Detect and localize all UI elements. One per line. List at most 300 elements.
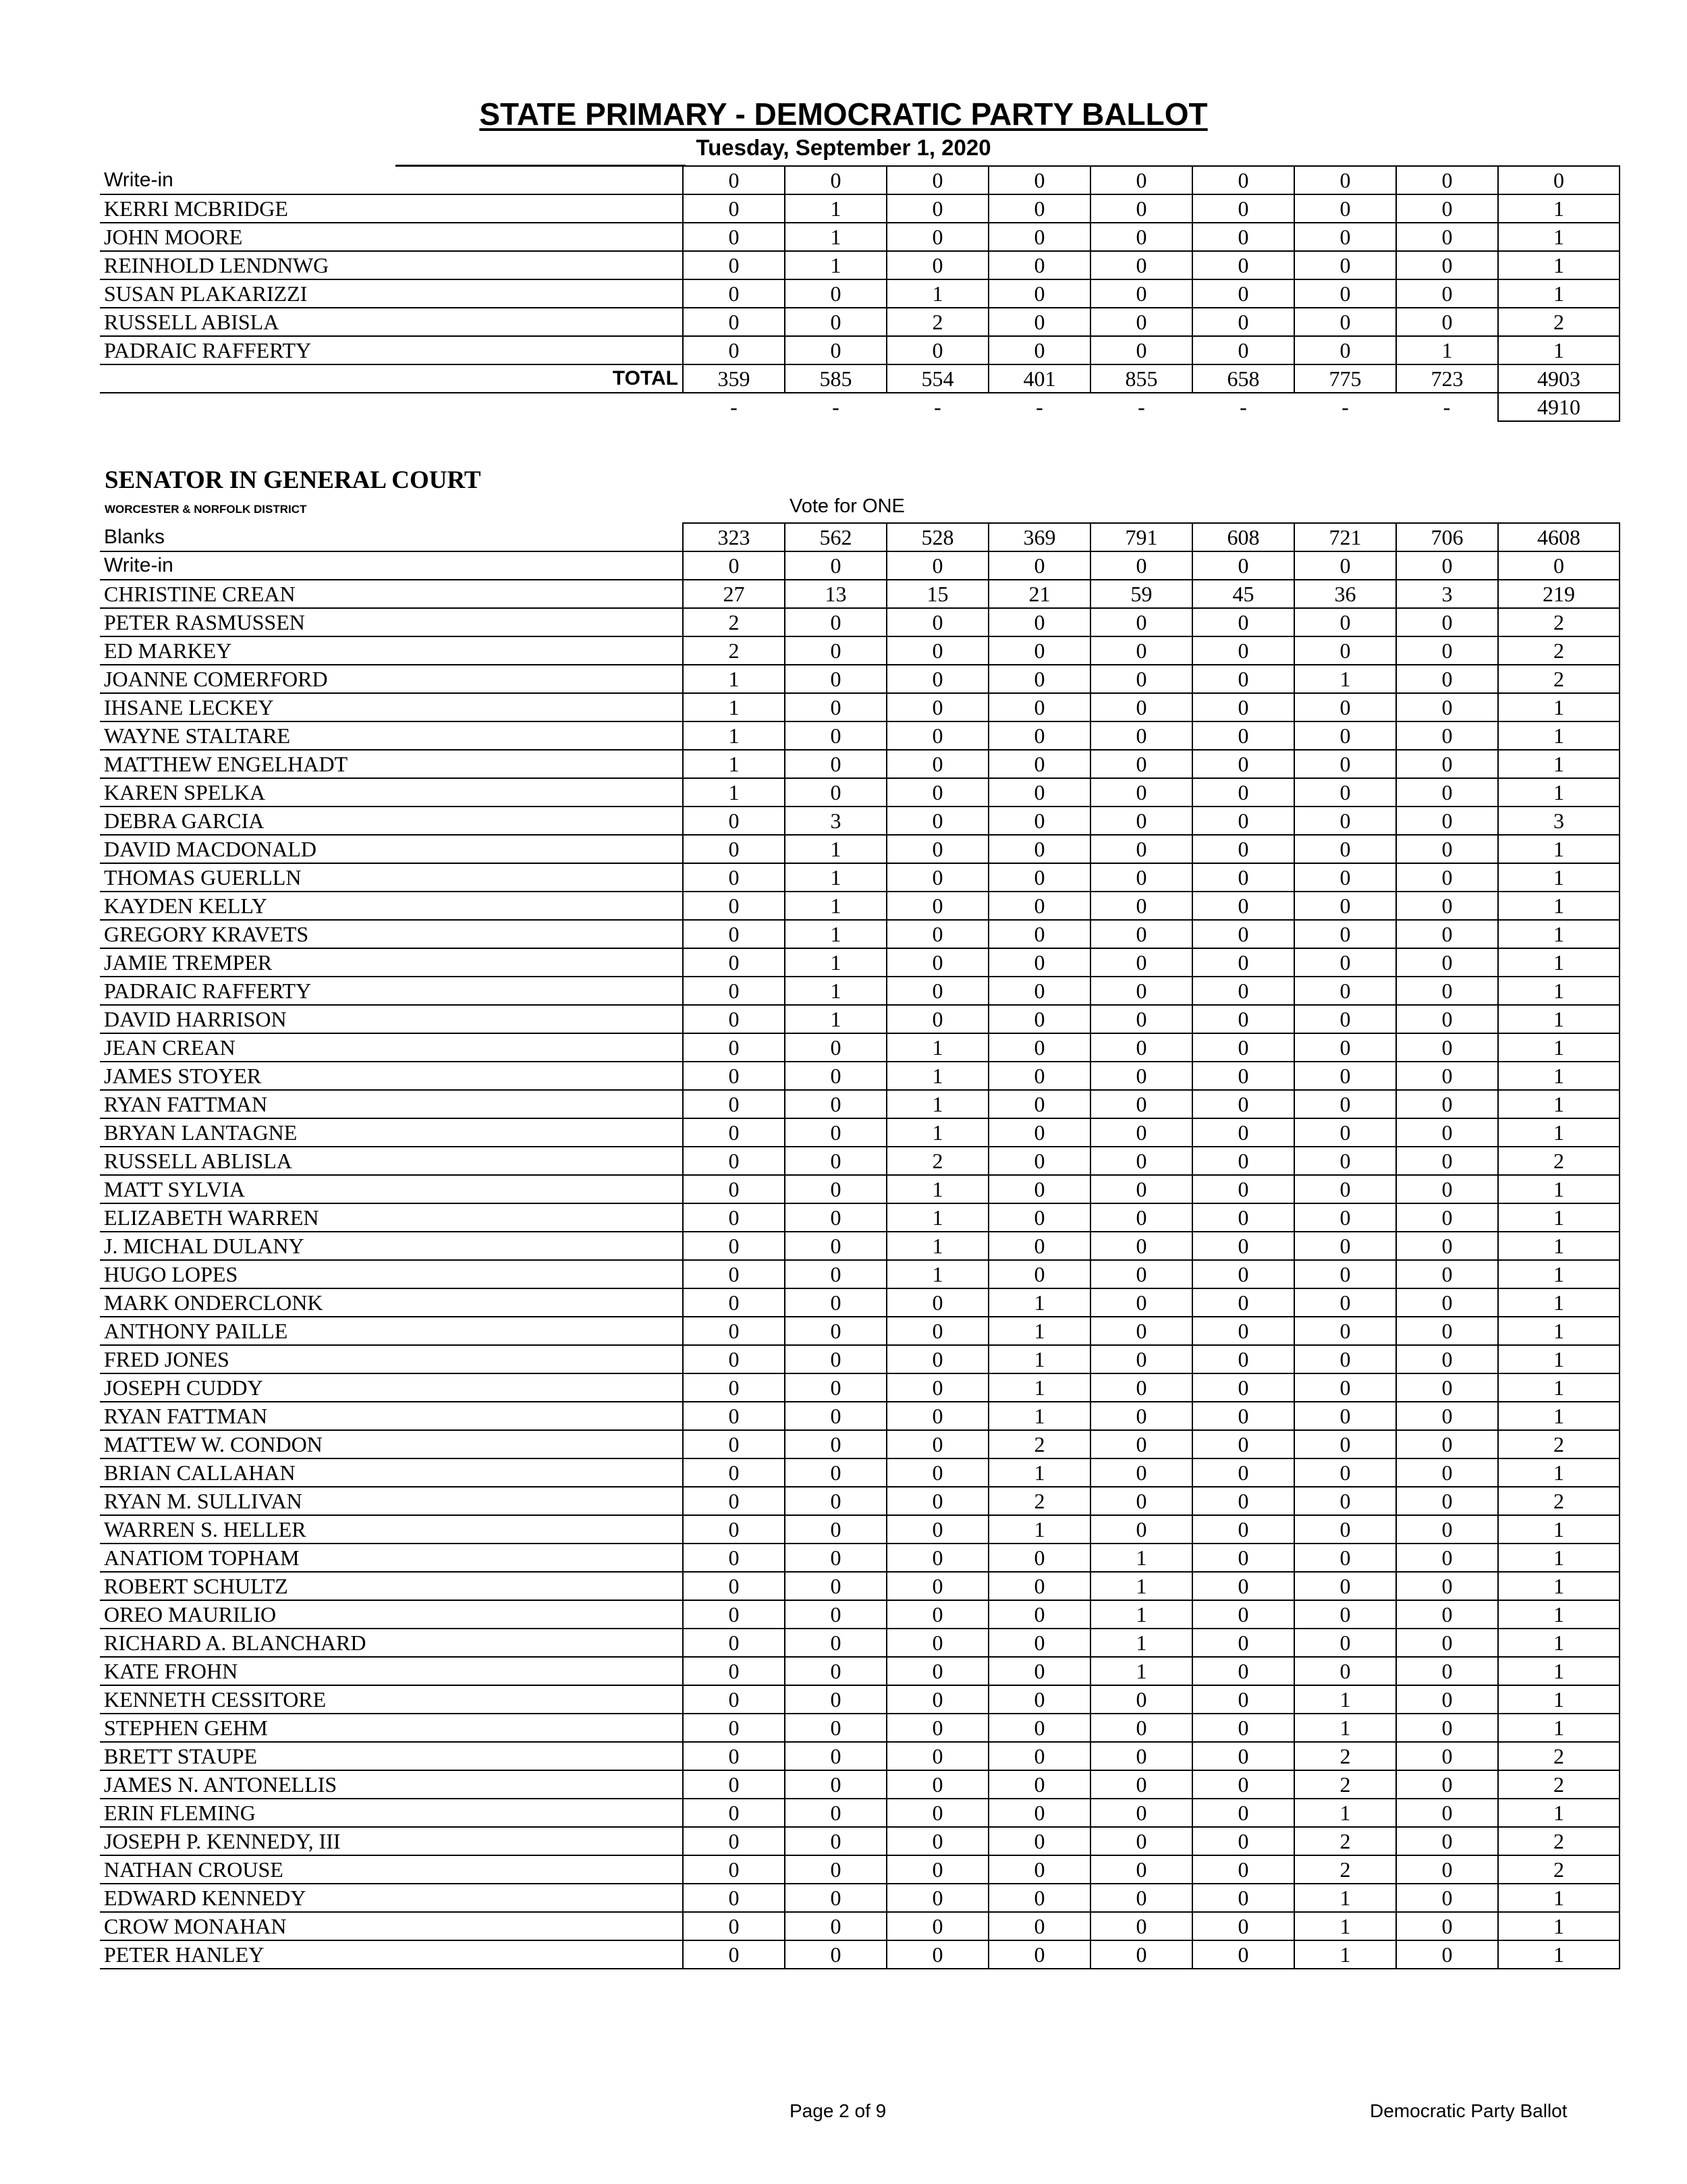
vote-count-cell: 0 <box>785 1544 887 1572</box>
row-total-cell: 1 <box>1498 1090 1620 1118</box>
vote-count-cell: 0 <box>1192 1402 1294 1430</box>
total-cell: 401 <box>989 364 1090 393</box>
table-row <box>100 920 1620 948</box>
vote-count-cell: 0 <box>785 1770 887 1799</box>
vote-count-cell: 0 <box>1396 1572 1498 1600</box>
vote-count-cell: 0 <box>1090 807 1192 835</box>
vote-count-cell: 0 <box>1192 1345 1294 1373</box>
vote-count-cell: 0 <box>1396 1118 1498 1147</box>
vote-count-cell: 0 <box>1192 1232 1294 1260</box>
row-total-cell: 1 <box>1498 1373 1620 1402</box>
vote-count-cell: 0 <box>989 251 1090 279</box>
vote-count-cell: 0 <box>785 336 887 364</box>
vote-count-cell: 0 <box>887 1373 989 1402</box>
row-total-cell: 4608 <box>1498 523 1620 551</box>
candidate-name: PADRAIC RAFFERTY <box>100 977 683 1005</box>
candidate-name: KERRI MCBRIDGE <box>100 194 683 223</box>
vote-count-cell: 0 <box>785 1742 887 1770</box>
vote-count-cell: 0 <box>1090 1742 1192 1770</box>
vote-count-cell: 0 <box>1294 1657 1396 1685</box>
row-total-cell: 2 <box>1498 1742 1620 1770</box>
vote-count-cell: 0 <box>1090 636 1192 665</box>
vote-count-cell: 0 <box>1294 1515 1396 1544</box>
vote-count-cell: 0 <box>785 1232 887 1260</box>
row-total-cell: 1 <box>1498 1175 1620 1203</box>
candidate-name: Blanks <box>100 523 683 551</box>
vote-count-cell: 1 <box>887 1175 989 1203</box>
table-row <box>100 1147 1620 1175</box>
vote-count-cell: 0 <box>1090 750 1192 778</box>
vote-count-cell: 3 <box>1396 580 1498 608</box>
vote-count-cell: 0 <box>1090 1685 1192 1714</box>
vote-count-cell: 1 <box>887 1090 989 1118</box>
vote-count-cell: 0 <box>1396 1770 1498 1799</box>
vote-count-cell: 721 <box>1294 523 1396 551</box>
candidate-name: JOANNE COMERFORD <box>100 665 683 693</box>
vote-count-cell: 0 <box>1090 1799 1192 1827</box>
table-row <box>100 863 1620 892</box>
vote-count-cell: 0 <box>683 920 785 948</box>
vote-count-cell: 0 <box>1090 948 1192 977</box>
vote-count-cell: 0 <box>1090 892 1192 920</box>
vote-count-cell: 0 <box>1090 1288 1192 1317</box>
vote-count-cell: 0 <box>683 1118 785 1147</box>
vote-count-cell: 0 <box>989 1912 1090 1940</box>
vote-count-cell: 1 <box>683 750 785 778</box>
row-total-cell: 1 <box>1498 1657 1620 1685</box>
candidate-name: MATTHEW ENGELHADT <box>100 750 683 778</box>
vote-count-cell: 0 <box>1294 807 1396 835</box>
vote-count-cell: 0 <box>1396 1005 1498 1033</box>
vote-count-cell: 0 <box>887 1770 989 1799</box>
vote-count-cell: 562 <box>785 523 887 551</box>
row-total-cell: 1 <box>1498 1629 1620 1657</box>
vote-count-cell: 0 <box>1192 223 1294 251</box>
vote-count-cell: 0 <box>1396 1147 1498 1175</box>
vote-count-cell: 0 <box>1192 308 1294 336</box>
candidate-name: DEBRA GARCIA <box>100 807 683 835</box>
vote-count-cell: 0 <box>1192 1062 1294 1090</box>
table-row <box>100 1629 1620 1657</box>
vote-count-cell: 0 <box>1396 835 1498 863</box>
vote-count-cell: 0 <box>1090 693 1192 721</box>
vote-count-cell: 0 <box>887 194 989 223</box>
table-row <box>100 1033 1620 1062</box>
vote-count-cell: 0 <box>683 1629 785 1657</box>
vote-count-cell: 0 <box>1192 1544 1294 1572</box>
vote-count-cell: 0 <box>1396 1600 1498 1629</box>
row-total-cell: 1 <box>1498 1600 1620 1629</box>
vote-count-cell: 1 <box>785 835 887 863</box>
vote-count-cell: 0 <box>785 721 887 750</box>
vote-count-cell: 0 <box>989 308 1090 336</box>
vote-count-cell: 0 <box>1090 1855 1192 1884</box>
vote-count-cell: 0 <box>887 608 989 636</box>
vote-count-cell: 0 <box>1294 1118 1396 1147</box>
vote-count-cell: 0 <box>683 1799 785 1827</box>
table-row <box>100 223 1620 251</box>
vote-count-cell: 0 <box>887 977 989 1005</box>
vote-count-cell: 1 <box>683 693 785 721</box>
vote-count-cell: 0 <box>1396 1288 1498 1317</box>
vote-count-cell: 0 <box>1294 1203 1396 1232</box>
vote-count-cell: 0 <box>785 1345 887 1373</box>
vote-count-cell: 0 <box>1192 1203 1294 1232</box>
vote-count-cell: 0 <box>683 1884 785 1912</box>
vote-count-cell: 0 <box>785 1118 887 1147</box>
vote-count-cell: 0 <box>683 807 785 835</box>
vote-count-cell: 0 <box>683 1090 785 1118</box>
vote-count-cell: 1 <box>887 1033 989 1062</box>
vote-count-cell: 0 <box>989 665 1090 693</box>
vote-count-cell: 0 <box>887 1005 989 1033</box>
writein-results-table <box>100 165 1620 422</box>
vote-count-cell: 0 <box>1294 693 1396 721</box>
vote-count-cell: 0 <box>989 920 1090 948</box>
blank-cell <box>100 393 683 421</box>
vote-count-cell: 0 <box>887 750 989 778</box>
vote-count-cell: 0 <box>785 1600 887 1629</box>
vote-count-cell: 0 <box>1192 336 1294 364</box>
row-total-cell: 2 <box>1498 1855 1620 1884</box>
vote-count-cell: 0 <box>989 1118 1090 1147</box>
vote-count-cell: 1 <box>1294 1799 1396 1827</box>
vote-count-cell: 1 <box>683 721 785 750</box>
vote-count-cell: 27 <box>683 580 785 608</box>
vote-count-cell: 0 <box>1294 920 1396 948</box>
vote-count-cell: 0 <box>1192 920 1294 948</box>
vote-count-cell: 0 <box>989 1232 1090 1260</box>
vote-count-cell: 1 <box>683 778 785 807</box>
vote-count-cell: 0 <box>785 1515 887 1544</box>
vote-count-cell: 0 <box>989 1827 1090 1855</box>
vote-count-cell: 0 <box>887 807 989 835</box>
row-total-cell: 2 <box>1498 1147 1620 1175</box>
table-row <box>100 1600 1620 1629</box>
vote-count-cell: 0 <box>1396 721 1498 750</box>
vote-count-cell: 0 <box>1192 1317 1294 1345</box>
candidate-name: WARREN S. HELLER <box>100 1515 683 1544</box>
page-number: Page 2 of 9 <box>790 2100 887 2121</box>
vote-count-cell: 0 <box>887 1317 989 1345</box>
vote-count-cell: 0 <box>1192 166 1294 194</box>
vote-count-cell: 0 <box>1396 1544 1498 1572</box>
vote-count-cell: 0 <box>785 1884 887 1912</box>
vote-count-cell: 1 <box>989 1345 1090 1373</box>
vote-count-cell: 0 <box>887 1544 989 1572</box>
vote-count-cell: 0 <box>1192 1487 1294 1515</box>
vote-count-cell: 1 <box>887 1260 989 1288</box>
table-row <box>100 807 1620 835</box>
vote-count-cell: 0 <box>989 948 1090 977</box>
row-total-cell: 1 <box>1498 223 1620 251</box>
vote-count-cell: 0 <box>1396 1062 1498 1090</box>
vote-count-cell: 0 <box>887 1912 989 1940</box>
table-row <box>100 1317 1620 1345</box>
candidate-name: JOSEPH P. KENNEDY, III <box>100 1827 683 1855</box>
vote-count-cell: 1 <box>785 1005 887 1033</box>
table-row <box>100 1430 1620 1458</box>
vote-count-cell: 0 <box>887 251 989 279</box>
vote-count-cell: 0 <box>887 1657 989 1685</box>
table-row <box>100 1062 1620 1090</box>
row-total-cell: 1 <box>1498 977 1620 1005</box>
vote-count-cell: 0 <box>1192 1827 1294 1855</box>
vote-count-cell: 0 <box>1396 1203 1498 1232</box>
vote-count-cell: 0 <box>1294 251 1396 279</box>
vote-count-cell: 0 <box>785 1685 887 1714</box>
table-row <box>100 279 1620 308</box>
vote-count-cell: 0 <box>1396 1884 1498 1912</box>
candidate-name: KAREN SPELKA <box>100 778 683 807</box>
vote-count-cell: 0 <box>1192 1288 1294 1317</box>
candidate-name: PADRAIC RAFFERTY <box>100 336 683 364</box>
vote-count-cell: 0 <box>989 1203 1090 1232</box>
vote-count-cell: 0 <box>1294 336 1396 364</box>
vote-count-cell: 0 <box>989 693 1090 721</box>
vote-count-cell: 1 <box>785 863 887 892</box>
vote-count-cell: 0 <box>1192 863 1294 892</box>
row-total-cell: 1 <box>1498 1714 1620 1742</box>
table-row <box>100 523 1620 551</box>
vote-count-cell: 0 <box>989 1742 1090 1770</box>
vote-count-cell: 0 <box>785 1572 887 1600</box>
vote-count-cell: 0 <box>1396 750 1498 778</box>
vote-count-cell: 0 <box>887 1742 989 1770</box>
vote-count-cell: 0 <box>887 835 989 863</box>
vote-count-cell: 0 <box>785 665 887 693</box>
vote-count-cell: 0 <box>1090 336 1192 364</box>
vote-count-cell: 0 <box>1192 1685 1294 1714</box>
row-total-cell: 1 <box>1498 750 1620 778</box>
vote-count-cell: 0 <box>1294 1402 1396 1430</box>
vote-count-cell: 0 <box>989 1033 1090 1062</box>
vote-count-cell: 0 <box>1090 251 1192 279</box>
vote-count-cell: 0 <box>1396 693 1498 721</box>
row-total-cell: 219 <box>1498 580 1620 608</box>
vote-count-cell: 0 <box>1090 308 1192 336</box>
vote-count-cell: 0 <box>1396 892 1498 920</box>
vote-count-cell: 1 <box>989 1288 1090 1317</box>
vote-count-cell: 0 <box>785 1062 887 1090</box>
vote-count-cell: 0 <box>1396 948 1498 977</box>
vote-count-cell: 0 <box>887 1515 989 1544</box>
vote-count-cell: 0 <box>887 892 989 920</box>
vote-count-cell: 0 <box>683 1203 785 1232</box>
vote-count-cell: 0 <box>785 1430 887 1458</box>
vote-count-cell: 0 <box>1294 1033 1396 1062</box>
vote-count-cell: 0 <box>1090 1430 1192 1458</box>
vote-count-cell: 0 <box>1090 1487 1192 1515</box>
vote-count-cell: 0 <box>1396 863 1498 892</box>
vote-count-cell: 0 <box>1294 1317 1396 1345</box>
vote-count-cell: 0 <box>1396 778 1498 807</box>
vote-count-cell: 0 <box>1192 665 1294 693</box>
table-row <box>100 336 1620 364</box>
vote-count-cell: 0 <box>1396 1685 1498 1714</box>
vote-count-cell: 0 <box>1090 1175 1192 1203</box>
senator-results-table <box>100 522 1620 1969</box>
vote-count-cell: 0 <box>683 1005 785 1033</box>
candidate-name: ED MARKEY <box>100 636 683 665</box>
vote-count-cell: 0 <box>887 1940 989 1969</box>
vote-count-cell: 0 <box>1192 1458 1294 1487</box>
vote-count-cell: 0 <box>1294 1629 1396 1657</box>
vote-count-cell: 0 <box>785 608 887 636</box>
vote-count-cell: 0 <box>1396 251 1498 279</box>
vote-count-cell: 0 <box>989 750 1090 778</box>
vote-instruction: Vote for ONE <box>790 495 905 517</box>
vote-count-cell: 1 <box>1090 1657 1192 1685</box>
candidate-name: JOHN MOORE <box>100 223 683 251</box>
vote-count-cell: 0 <box>683 948 785 977</box>
vote-count-cell: 0 <box>989 1147 1090 1175</box>
vote-count-cell: 0 <box>785 1487 887 1515</box>
candidate-name: PETER HANLEY <box>100 1940 683 1969</box>
candidate-name: MARK ONDERCLONK <box>100 1288 683 1317</box>
vote-count-cell: 0 <box>1090 1033 1192 1062</box>
vote-count-cell: 0 <box>1192 721 1294 750</box>
vote-count-cell: 36 <box>1294 580 1396 608</box>
row-total-cell: 1 <box>1498 1515 1620 1544</box>
vote-count-cell: 0 <box>1192 1799 1294 1827</box>
vote-count-cell: 0 <box>785 279 887 308</box>
row-total-cell: 2 <box>1498 608 1620 636</box>
vote-count-cell: 0 <box>683 223 785 251</box>
table-row <box>100 1855 1620 1884</box>
vote-count-cell: 0 <box>1192 1147 1294 1175</box>
vote-count-cell: 0 <box>1396 279 1498 308</box>
table-row <box>100 166 1620 194</box>
table-row <box>100 1657 1620 1685</box>
candidate-name: BRIAN CALLAHAN <box>100 1458 683 1487</box>
dash-cell: - <box>832 395 839 419</box>
vote-count-cell: 0 <box>1192 636 1294 665</box>
vote-count-cell: 0 <box>683 1175 785 1203</box>
vote-count-cell: 2 <box>683 636 785 665</box>
vote-count-cell: 0 <box>1294 1175 1396 1203</box>
vote-count-cell: 2 <box>1294 1827 1396 1855</box>
vote-count-cell: 0 <box>785 1940 887 1969</box>
total-cell: 554 <box>887 364 989 393</box>
vote-count-cell: 0 <box>683 1487 785 1515</box>
vote-count-cell: 0 <box>785 1402 887 1430</box>
vote-count-cell: 0 <box>1090 1515 1192 1544</box>
vote-count-cell: 0 <box>989 336 1090 364</box>
vote-count-cell: 0 <box>989 778 1090 807</box>
check-total-cell: 4910 <box>1498 393 1620 421</box>
vote-count-cell: 0 <box>1090 1147 1192 1175</box>
vote-count-cell: 0 <box>1090 166 1192 194</box>
vote-count-cell: 0 <box>683 1062 785 1090</box>
vote-count-cell: 0 <box>683 1373 785 1402</box>
vote-count-cell: 59 <box>1090 580 1192 608</box>
vote-count-cell: 0 <box>1396 1657 1498 1685</box>
vote-count-cell: 0 <box>1294 1288 1396 1317</box>
vote-count-cell: 0 <box>887 336 989 364</box>
vote-count-cell: 0 <box>1294 194 1396 223</box>
table-row <box>100 636 1620 665</box>
candidate-name: RUSSELL ABISLA <box>100 308 683 336</box>
vote-count-cell: 0 <box>785 693 887 721</box>
table-row <box>100 1544 1620 1572</box>
total-cell: 658 <box>1192 364 1294 393</box>
vote-count-cell: 0 <box>1090 665 1192 693</box>
vote-count-cell: 0 <box>1294 1147 1396 1175</box>
row-total-cell: 1 <box>1498 1033 1620 1062</box>
vote-count-cell: 0 <box>1396 1373 1498 1402</box>
vote-count-cell: 0 <box>683 1572 785 1600</box>
row-total-cell: 0 <box>1498 166 1620 194</box>
vote-count-cell: 0 <box>1090 1345 1192 1373</box>
vote-count-cell: 0 <box>1294 778 1396 807</box>
candidate-name: OREO MAURILIO <box>100 1600 683 1629</box>
table-row <box>100 308 1620 336</box>
vote-count-cell: 0 <box>785 1260 887 1288</box>
vote-count-cell: 0 <box>785 778 887 807</box>
vote-count-cell: 0 <box>785 1827 887 1855</box>
vote-count-cell: 0 <box>887 863 989 892</box>
table-row <box>100 1345 1620 1373</box>
vote-count-cell: 0 <box>887 721 989 750</box>
row-total-cell: 1 <box>1498 892 1620 920</box>
row-total-cell: 2 <box>1498 636 1620 665</box>
vote-count-cell: 0 <box>1294 1487 1396 1515</box>
check-row <box>100 393 1620 421</box>
row-total-cell: 2 <box>1498 1487 1620 1515</box>
vote-count-cell: 0 <box>1294 1600 1396 1629</box>
vote-count-cell: 0 <box>1294 279 1396 308</box>
row-total-cell: 1 <box>1498 863 1620 892</box>
candidate-name: DAVID HARRISON <box>100 1005 683 1033</box>
vote-count-cell: 0 <box>1090 1714 1192 1742</box>
vote-count-cell: 0 <box>1396 977 1498 1005</box>
candidate-name: RUSSELL ABLISLA <box>100 1147 683 1175</box>
table-row <box>100 1458 1620 1487</box>
candidate-name: ERIN FLEMING <box>100 1799 683 1827</box>
candidate-name: JAMES STOYER <box>100 1062 683 1090</box>
vote-count-cell: 0 <box>1294 1430 1396 1458</box>
vote-count-cell: 0 <box>1396 1090 1498 1118</box>
vote-count-cell: 0 <box>887 1345 989 1373</box>
vote-count-cell: 1 <box>1294 1714 1396 1742</box>
vote-count-cell: 0 <box>1192 1742 1294 1770</box>
vote-count-cell: 0 <box>683 1430 785 1458</box>
candidate-name: STEPHEN GEHM <box>100 1714 683 1742</box>
vote-count-cell: 0 <box>785 1203 887 1232</box>
candidate-name: FRED JONES <box>100 1345 683 1373</box>
vote-count-cell: 0 <box>887 1487 989 1515</box>
table-row <box>100 1118 1620 1147</box>
vote-count-cell: 0 <box>785 166 887 194</box>
candidate-name: ROBERT SCHULTZ <box>100 1572 683 1600</box>
vote-count-cell: 0 <box>887 1430 989 1458</box>
vote-count-cell: 0 <box>1090 1827 1192 1855</box>
vote-count-cell: 0 <box>1192 608 1294 636</box>
table-row <box>100 1203 1620 1232</box>
vote-count-cell: 0 <box>1396 1855 1498 1884</box>
vote-count-cell: 0 <box>1294 166 1396 194</box>
row-total-cell: 1 <box>1498 251 1620 279</box>
vote-count-cell: 0 <box>989 1855 1090 1884</box>
vote-count-cell: 0 <box>989 863 1090 892</box>
table-row <box>100 1714 1620 1742</box>
vote-count-cell: 0 <box>1192 1572 1294 1600</box>
table-row <box>100 1884 1620 1912</box>
table-row <box>100 778 1620 807</box>
vote-count-cell: 0 <box>1090 863 1192 892</box>
row-total-cell: 1 <box>1498 1345 1620 1373</box>
